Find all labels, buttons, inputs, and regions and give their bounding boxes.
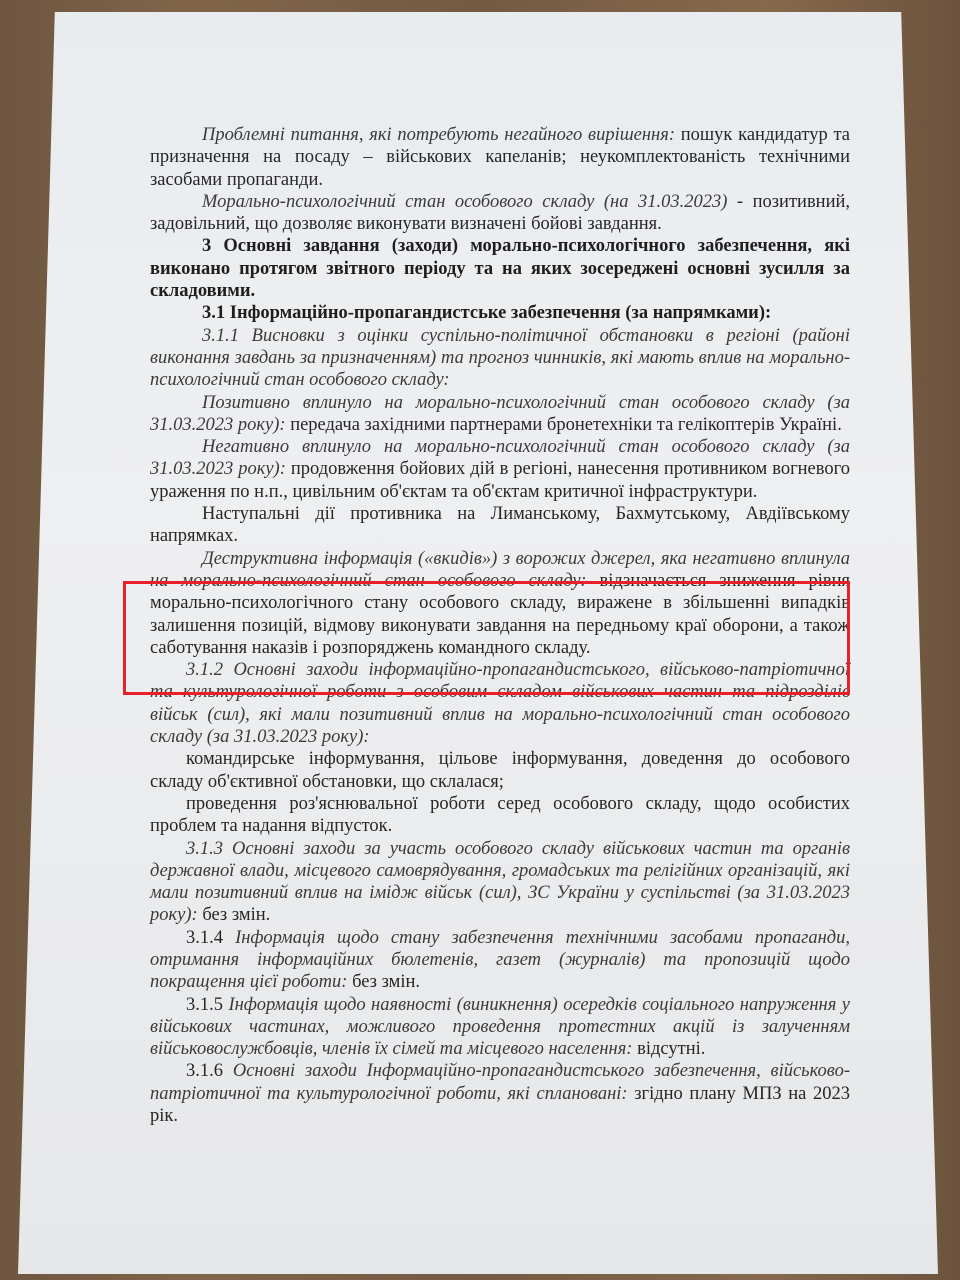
moral-state-text: - позитивний, задовільний, що дозволяє виконувати визначені бойові завдання.: [150, 191, 851, 235]
section-3-1-5: [150, 994, 850, 1061]
paragraph-offensive: Наступальні дії противника на Лиманському, Бахмутському, Авдіївському напрямках.: [150, 504, 850, 547]
problems-label: Проблемні питання, які потребують негайного вирішення:: [202, 125, 675, 145]
paragraph-problems: [150, 124, 850, 191]
section-3-1-5-label: Інформація щодо наявності (виникнення) осередків соціального напруження у військових частинах, можливого проведення протестних акцій із залученням військовослужбовців, членів їх сімей та місцевого населення:: [150, 994, 851, 1060]
section-3-1-4: [150, 927, 850, 994]
section-3-1-3: [150, 838, 850, 927]
section-3-1-1: 3.1.1 Висновки з оцінки суспільно-політичної обстановки в регіоні (районі виконання завдань за призначенням) та прогноз чинників, які мають вплив на морально-психологічний стан особового складу:: [150, 325, 850, 391]
moral-state-label: Морально-психологічний стан особового складу (на 31.03.2023): [202, 191, 728, 212]
section-3-1-6-number: 3.1.6: [186, 1061, 223, 1082]
paragraph-positive: [150, 392, 850, 437]
section-3-1-5-text: відсутні.: [637, 1039, 706, 1060]
paragraph-negative: [150, 436, 850, 503]
section-3-1-4-label: Інформація щодо стану забезпечення технічними засобами пропаганди, отримання інформаційних бюлетенів, газет (журналів) та пропозицій щодо покращення цієї роботи:: [150, 927, 851, 993]
section-3-1-2: 3.1.2 Основні заходи інформаційно-пропагандистського, військово-патріотичної та культурологічної роботи з особовим складом військових частин та підрозділів військ (сил), які мали позитивний вплив на морально-психологічний стан особового складу (за 31.03.2023 року):: [150, 660, 850, 748]
paragraph-moral-state: [150, 191, 850, 236]
negative-label: Негативно вплинуло на морально-психологічний стан особового складу (за 31.03.2023 року):: [150, 437, 850, 480]
section-3-1-6-text: згідно плану МПЗ на 2023 рік.: [150, 1083, 850, 1127]
positive-label: Позитивно вплинуло на морально-психологічний стан особового складу (за 31.03.2023 року):: [150, 392, 850, 435]
destructive-label: Деструктивна інформація («вкидів») з ворожих джерел, яка негативно вплинула на морально-психологічний стан особового складу:: [150, 548, 850, 591]
problems-text: пошук кандидатур та призначення на посаду – військових капеланів; неукомплектованість технічними засобами пропаганди.: [150, 125, 851, 190]
section-3-1-5-number: 3.1.5: [186, 994, 223, 1015]
section-3-1-4-number: 3.1.4: [186, 927, 223, 948]
section-3-1-6: [150, 1060, 850, 1127]
highlight-box: [123, 581, 850, 695]
section-3-1-heading: 3.1 Інформаційно-пропагандистське забезпечення (за напрямками):: [202, 303, 772, 324]
paragraph-commander-info: командирське інформування, цільове інформування, доведення до особового складу об'єктивної обстановки, що склалася;: [150, 749, 850, 792]
positive-text: передача західними партнерами бронетехніки та гелікоптерів Україні.: [290, 414, 842, 435]
negative-text: продовження бойових дій в регіоні, нанесення противником вогневого ураження по н.п., цивільним об'єктам та об'єктам критичної інфраструктури.: [150, 459, 851, 502]
paragraph-explanatory-work: проведення роз'яснювальної роботи серед особового складу, щодо особистих проблем та надання відпусток.: [150, 793, 850, 837]
destructive-text: відзначається зниження рівня морально-психологічного стану особового складу, виражене в збільшенні випадків залишення позицій, відмову виконувати завдання на передньому краї оборони, а також саботування наказів і розпоряджень командного складу.: [150, 570, 851, 658]
section-3-1-3-text: без змін.: [202, 905, 271, 926]
section-3-1-4-text: без змін.: [352, 972, 421, 993]
section-3-1-6-label: Основні заходи Інформаційно-пропагандистського забезпечення, військово-патріотичної та культурологічної роботи, які сплановані:: [150, 1061, 850, 1104]
section-3-heading: 3 Основні завдання (заходи) морально-психологічного забезпечення, які виконано протягом звітного періоду та на яких зосереджені основні зусилля за складовими.: [150, 236, 850, 302]
section-3-1-3-label: 3.1.3 Основні заходи за участь особового складу військових частин та органів державної влади, місцевого самоврядування, громадських та релігійних організацій, які мали позитивний вплив на імідж військ (сил), ЗС України у суспільстві (за 31.03.2023 року):: [150, 838, 850, 926]
